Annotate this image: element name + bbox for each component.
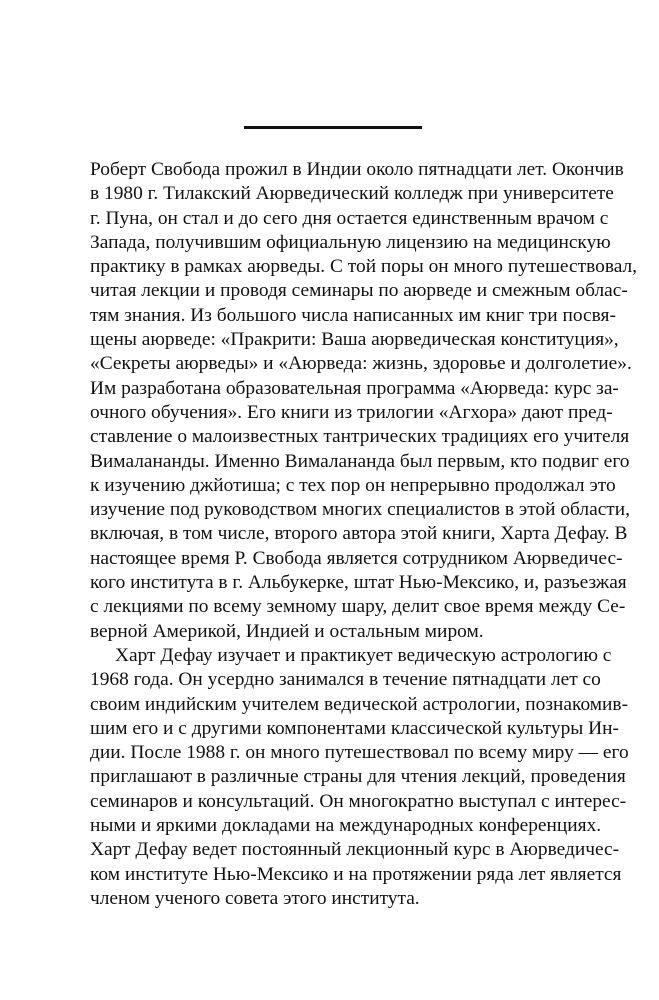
text-line: в 1980 г. Тилакский Аюрведический колледж при университете bbox=[90, 183, 614, 205]
text-line: практику в рамках аюрведы. С той поры он много путешествовал, bbox=[90, 256, 638, 278]
text-line: своим индийским учителем ведической астрологии, познакомив- bbox=[90, 693, 629, 715]
about-authors-text bbox=[90, 158, 638, 911]
text-line: Харт Дефау изучает и практикует ведическую астрологию с bbox=[115, 644, 612, 666]
text-line: дии. После 1988 г. он много путешествовал по всему миру — его bbox=[90, 742, 629, 764]
text-line: читая лекции и проводя семинары по аюрведе и смежным облас- bbox=[90, 280, 628, 302]
text-line: 1968 года. Он усердно занимался в течение пятнадцати лет со bbox=[90, 669, 601, 691]
text-line: включая, в том числе, второго автора этой книги, Харта Дефау. В bbox=[90, 523, 628, 545]
text-line: верной Америкой, Индией и остальным миром. bbox=[90, 620, 484, 642]
paragraph-svoboda bbox=[90, 158, 638, 644]
text-line: семинаров и консультаций. Он многократно выступал с интерес- bbox=[90, 790, 627, 812]
text-line: Им разработана образовательная программа «Аюрведа: курс за- bbox=[90, 377, 619, 399]
text-line: Вималананды. Именно Вималананда был первым, кто подвиг его bbox=[90, 450, 630, 472]
text-line: приглашают в различные страны для чтения лекций, проведения bbox=[90, 766, 626, 788]
text-line: ными и яркими докладами на международных конференциях. bbox=[90, 815, 602, 837]
text-line: ком институте Нью-Мексико и на протяжении ряда лет является bbox=[90, 863, 622, 885]
text-line: Харт Дефау ведет постоянный лекционный курс в Аюрведичес- bbox=[90, 839, 620, 861]
text-line: настоящее время Р. Свобода является сотрудником Аюрведичес- bbox=[90, 547, 623, 569]
text-line: очного обучения». Его книги из трилогии «Агхора» дают пред- bbox=[90, 401, 613, 423]
text-line: к изучению джйотиша; с тех пор он непрерывно продолжал это bbox=[90, 474, 616, 496]
text-line: шим его и с другими компонентами классической культуры Ин- bbox=[90, 717, 620, 739]
decorative-rule bbox=[244, 126, 422, 129]
text-line: кого института в г. Альбукерке, штат Нью-Мексико, и, разъезжая bbox=[90, 572, 627, 594]
text-line: Роберт Свобода прожил в Индии около пятнадцати лет. Окончив bbox=[90, 159, 624, 180]
paragraph-defau bbox=[90, 644, 629, 911]
text-line: «Секреты аюрведы» и «Аюрведа: жизнь, здоровье и долголетие». bbox=[90, 353, 632, 375]
text-line: щены аюрведе: «Пракрити: Ваша аюрведическая конституция», bbox=[90, 329, 619, 351]
text-line: изучение под руководством многих специалистов в этой области, bbox=[90, 499, 631, 521]
text-line: членом ученого совета этого института. bbox=[90, 887, 420, 909]
text-line: Запада, получившим официальную лицензию на медицинскую bbox=[90, 231, 611, 253]
text-line: г. Пуна, он стал и до сего дня остается единственным врачом с bbox=[90, 207, 609, 229]
text-line: с лекциями по всему земному шару, делит свое время между Се- bbox=[90, 596, 626, 618]
text-line: тям знания. Из большого числа написанных им книг три посвя- bbox=[90, 304, 616, 326]
text-line: ставление о малоизвестных тантрических традициях его учителя bbox=[90, 426, 630, 448]
